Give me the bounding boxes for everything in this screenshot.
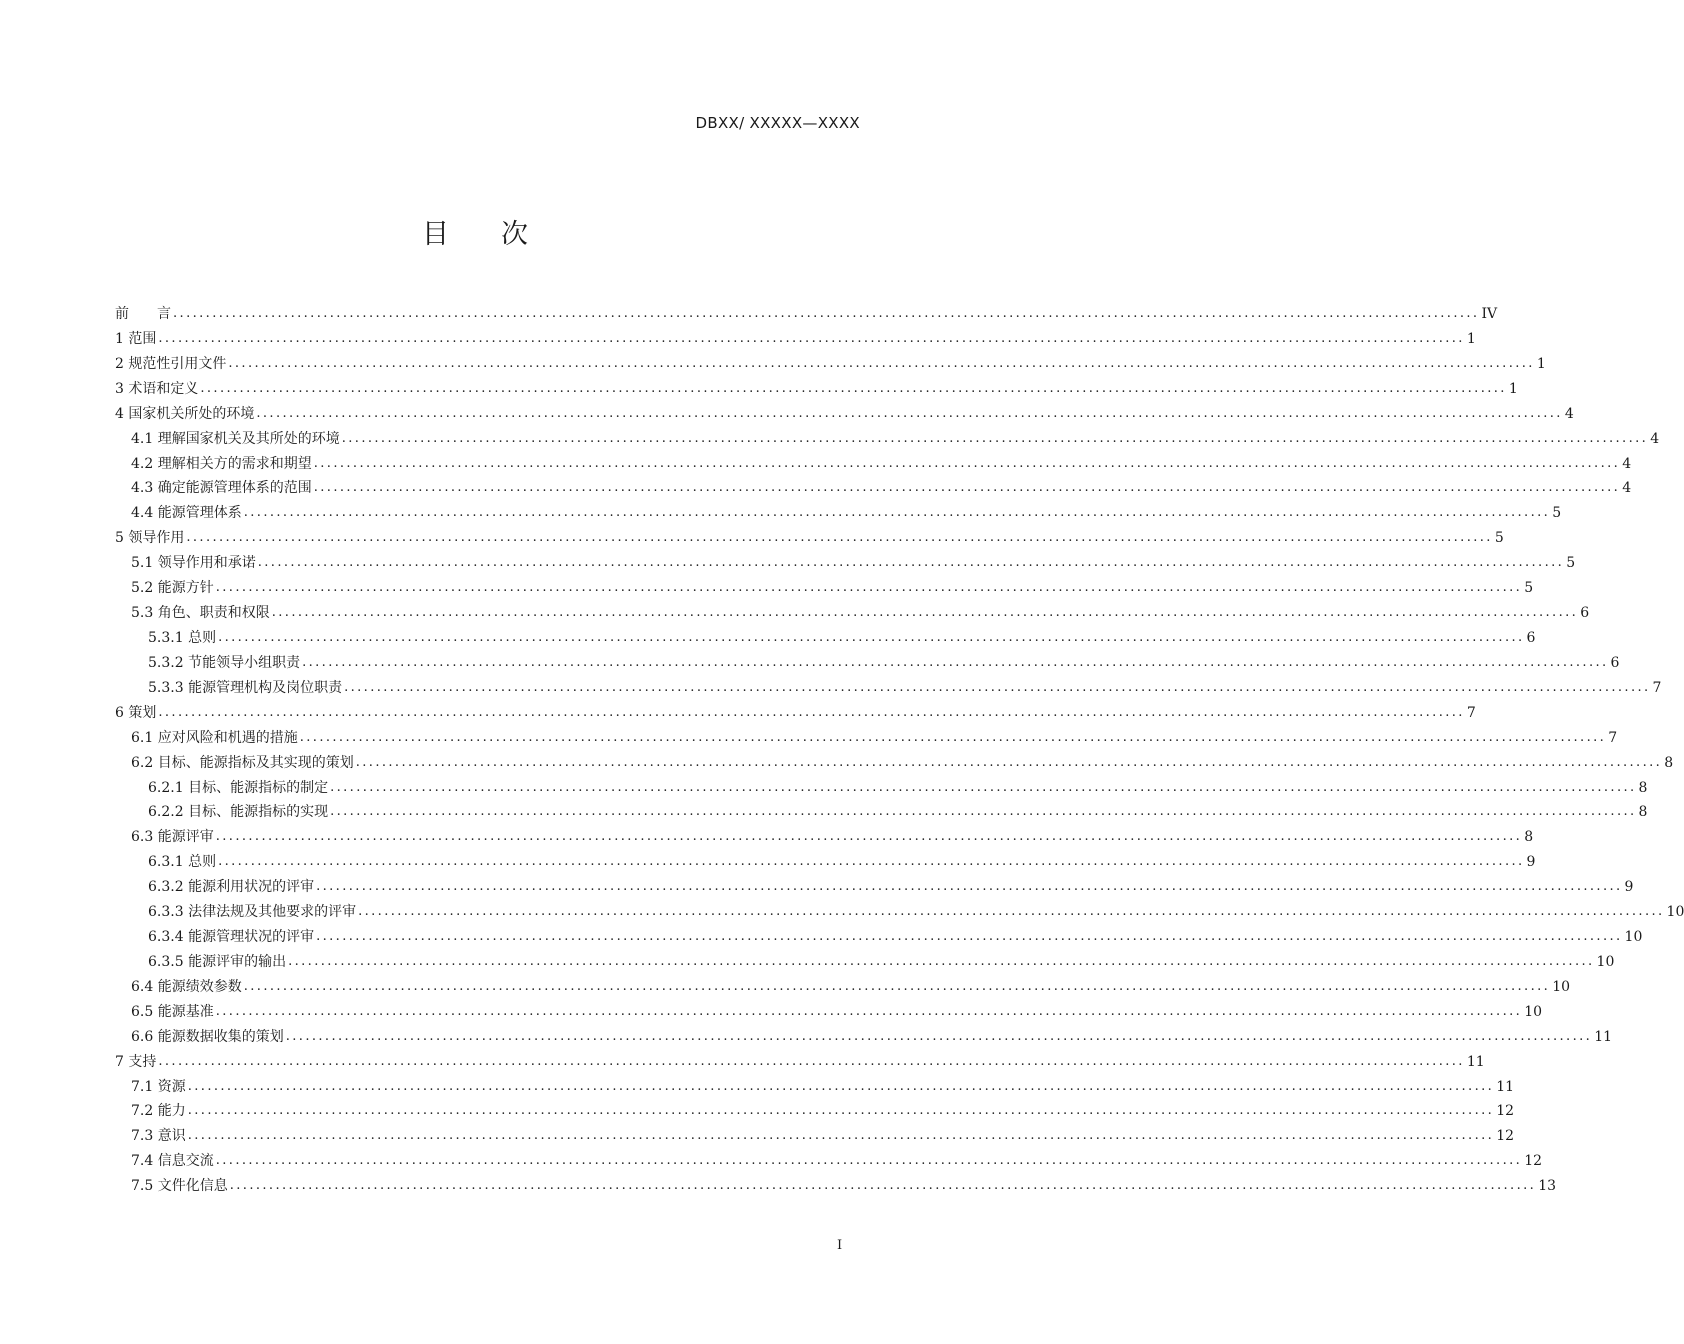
toc-entry[interactable] [115,327,1476,352]
toc-entry[interactable] [115,1050,1485,1075]
toc-entry-title: 4.1 理解国家机关及其所处的环境 [131,430,340,447]
toc-leader-dots: ........................................................................................................................................................................................................ [341,430,1649,446]
toc-entry-page: 12 [1496,1103,1515,1120]
toc-entry-page: 5 [1552,505,1562,522]
toc-leader-dots: ........................................................................................................................................................................................................ [187,1128,1495,1144]
toc-leader-dots: ........................................................................................................................................................................................................ [218,629,1525,645]
toc-entry-page: 5 [1524,580,1534,597]
toc-entry-page: 10 [1552,978,1571,995]
toc-entry[interactable] [115,1149,1543,1174]
toc-entry[interactable] [115,1124,1515,1149]
toc-entry-page: 5 [1494,530,1504,547]
toc-leader-dots: ........................................................................................................................................................................................................ [316,879,1623,895]
toc-leader-dots: ........................................................................................................................................................................................................ [243,978,1551,994]
toc-entry-page: 8 [1638,804,1648,821]
toc-entry[interactable] [115,950,1615,975]
toc-leader-dots: ........................................................................................................................................................................................................ [299,729,1607,745]
toc-entry[interactable] [115,501,1562,526]
toc-leader-dots: ........................................................................................................................................................................................................ [228,355,1535,371]
toc-leader-dots: ........................................................................................................................................................................................................ [302,654,1609,670]
toc-entry-title: 5.3 角色、职责和权限 [131,605,270,622]
toc-entry[interactable] [115,925,1643,950]
toc-entry-title: 5.3.1 总则 [148,629,217,646]
toc-leader-dots: ........................................................................................................................................................................................................ [271,605,1579,621]
toc-leader-dots: ........................................................................................................................................................................................................ [215,580,1523,596]
toc-leader-dots: ........................................................................................................................................................................................................ [173,305,1480,321]
toc-entry[interactable] [115,452,1632,477]
toc-entry-page: 13 [1538,1178,1557,1195]
toc-entry-page: 7 [1466,704,1476,721]
toc-entry[interactable] [115,751,1674,776]
toc-leader-dots: ........................................................................................................................................................................................................ [187,1103,1495,1119]
toc-entry-page: 1 [1466,330,1476,347]
toc-leader-dots: ........................................................................................................................................................................................................ [330,804,1637,820]
toc-entry[interactable] [115,1000,1543,1025]
toc-entry-title: 前 言 [115,305,171,322]
toc-entry[interactable] [115,302,1498,327]
toc-entry-page: 1 [1536,355,1546,372]
toc-leader-dots: ........................................................................................................................................................................................................ [158,330,1465,346]
toc-entry[interactable] [115,800,1648,825]
toc-leader-dots: ........................................................................................................................................................................................................ [243,505,1551,521]
toc-entry[interactable] [115,526,1504,551]
toc-entry-page: 7 [1652,679,1662,696]
toc-entry-title: 7.2 能力 [131,1103,186,1120]
toc-entry-page: 7 [1608,729,1618,746]
toc-entry-title: 6.3.2 能源利用状况的评审 [148,879,315,896]
toc-leader-dots: ........................................................................................................................................................................................................ [218,854,1525,870]
toc-leader-dots: ........................................................................................................................................................................................................ [158,704,1465,720]
toc-entry-title: 6 策划 [115,704,157,721]
toc-entry[interactable] [115,626,1536,651]
toc-entry[interactable] [115,975,1571,1000]
toc-entry-page: 10 [1624,929,1643,946]
toc-entry-title: 2 规范性引用文件 [115,355,227,372]
toc-entry-page: 1 [1508,380,1518,397]
document-code: DBXX/ XXXXX—XXXX [695,114,860,132]
toc-entry-page: 11 [1594,1028,1613,1045]
toc-leader-dots: ........................................................................................................................................................................................................ [215,1153,1523,1169]
toc-leader-dots: ........................................................................................................................................................................................................ [288,953,1595,969]
toc-entry[interactable] [115,402,1574,427]
toc-entry-title: 6.3.5 能源评审的输出 [148,953,287,970]
toc-entry-title: 6.3.3 法律法规及其他要求的评审 [148,904,357,921]
toc-leader-dots: ........................................................................................................................................................................................................ [215,1003,1523,1019]
toc-entry-page: 4 [1650,430,1660,447]
toc-leader-dots: ........................................................................................................................................................................................................ [330,779,1637,795]
toc-entry-title: 5.2 能源方针 [131,580,214,597]
toc-entry-page: 8 [1664,754,1674,771]
toc-entry[interactable] [115,776,1648,801]
toc-leader-dots: ........................................................................................................................................................................................................ [200,380,1507,396]
toc-entry-title: 6.6 能源数据收集的策划 [131,1028,284,1045]
toc-entry-title: 6.4 能源绩效参数 [131,978,242,995]
toc-entry-title: 7.4 信息交流 [131,1153,214,1170]
toc-entry-page: 6 [1610,654,1620,671]
toc-entry-title: 6.2 目标、能源指标及其实现的策划 [131,754,354,771]
toc-leader-dots: ........................................................................................................................................................................................................ [313,455,1621,471]
toc-entry-title: 6.1 应对风险和机遇的措施 [131,729,298,746]
toc-entry-page: 5 [1566,555,1576,572]
toc-entry-title: 5 领导作用 [115,530,185,547]
toc-entry[interactable] [115,726,1618,751]
toc-entry-title: 7.3 意识 [131,1128,186,1145]
toc-entry[interactable] [115,651,1620,676]
toc-entry-title: 7 支持 [115,1053,157,1070]
toc-leader-dots: ........................................................................................................................................................................................................ [355,754,1663,770]
table-of-contents [115,302,1684,1199]
toc-entry[interactable] [115,352,1546,377]
toc-entry[interactable] [115,1174,1557,1199]
toc-entry[interactable] [115,1025,1613,1050]
toc-entry-page: 4 [1622,480,1632,497]
toc-entry-title: 6.3.4 能源管理状况的评审 [148,929,315,946]
toc-entry[interactable] [115,900,1684,925]
toc-entry-page: 9 [1526,854,1536,871]
toc-leader-dots: ........................................................................................................................................................................................................ [344,679,1651,695]
toc-entry-page: 9 [1624,879,1634,896]
toc-entry-title: 4.4 能源管理体系 [131,505,242,522]
toc-entry-title: 1 范围 [115,330,157,347]
toc-entry-page: 11 [1496,1078,1515,1095]
toc-entry-title: 7.1 资源 [131,1078,186,1095]
toc-leader-dots: ........................................................................................................................................................................................................ [229,1178,1537,1194]
page-number: I [837,1238,843,1253]
toc-leader-dots: ........................................................................................................................................................................................................ [358,904,1665,920]
toc-entry-page: 4 [1622,455,1632,472]
toc-entry-page: IV [1481,305,1498,322]
toc-leader-dots: ........................................................................................................................................................................................................ [158,1053,1465,1069]
toc-entry-title: 7.5 文件化信息 [131,1178,228,1195]
toc-leader-dots: ........................................................................................................................................................................................................ [187,1078,1495,1094]
page-title: 目次 [422,219,580,250]
toc-leader-dots: ........................................................................................................................................................................................................ [285,1028,1593,1044]
toc-entry[interactable] [115,875,1634,900]
toc-entry[interactable] [115,676,1662,701]
toc-entry-page: 10 [1524,1003,1543,1020]
toc-leader-dots: ........................................................................................................................................................................................................ [186,530,1493,546]
toc-leader-dots: ........................................................................................................................................................................................................ [215,829,1523,845]
toc-entry[interactable] [115,825,1534,850]
toc-entry[interactable] [115,576,1534,601]
toc-entry-title: 3 术语和定义 [115,380,199,397]
toc-entry[interactable] [115,1100,1515,1125]
toc-entry-page: 12 [1524,1153,1543,1170]
toc-leader-dots: ........................................................................................................................................................................................................ [256,405,1563,421]
toc-entry-title: 4.3 确定能源管理体系的范围 [131,480,312,497]
toc-entry[interactable] [115,476,1632,501]
toc-entry[interactable] [115,850,1536,875]
toc-entry-page: 8 [1524,829,1534,846]
toc-entry-title: 6.2.1 目标、能源指标的制定 [148,779,329,796]
toc-entry[interactable] [115,377,1518,402]
toc-leader-dots: ........................................................................................................................................................................................................ [313,480,1621,496]
toc-entry-page: 11 [1466,1053,1485,1070]
toc-entry-title: 6.3 能源评审 [131,829,214,846]
toc-entry-title: 5.3.3 能源管理机构及岗位职责 [148,679,343,696]
toc-entry[interactable] [115,701,1476,726]
toc-entry-title: 5.3.2 节能领导小组职责 [148,654,301,671]
toc-entry[interactable] [115,601,1590,626]
toc-entry-title: 5.1 领导作用和承诺 [131,555,256,572]
toc-entry-page: 10 [1666,904,1684,921]
toc-entry-page: 12 [1496,1128,1515,1145]
toc-entry-title: 6.5 能源基准 [131,1003,214,1020]
toc-leader-dots: ........................................................................................................................................................................................................ [257,555,1565,571]
toc-entry-page: 6 [1526,629,1536,646]
toc-entry[interactable] [115,427,1660,452]
toc-entry[interactable] [115,551,1576,576]
toc-entry-page: 10 [1596,953,1615,970]
toc-entry-title: 6.2.2 目标、能源指标的实现 [148,804,329,821]
toc-entry-title: 4.2 理解相关方的需求和期望 [131,455,312,472]
toc-entry-page: 4 [1564,405,1574,422]
toc-entry-page: 8 [1638,779,1648,796]
toc-entry-page: 6 [1580,605,1590,622]
toc-entry[interactable] [115,1075,1515,1100]
toc-leader-dots: ........................................................................................................................................................................................................ [316,929,1623,945]
toc-entry-title: 4 国家机关所处的环境 [115,405,255,422]
toc-entry-title: 6.3.1 总则 [148,854,217,871]
